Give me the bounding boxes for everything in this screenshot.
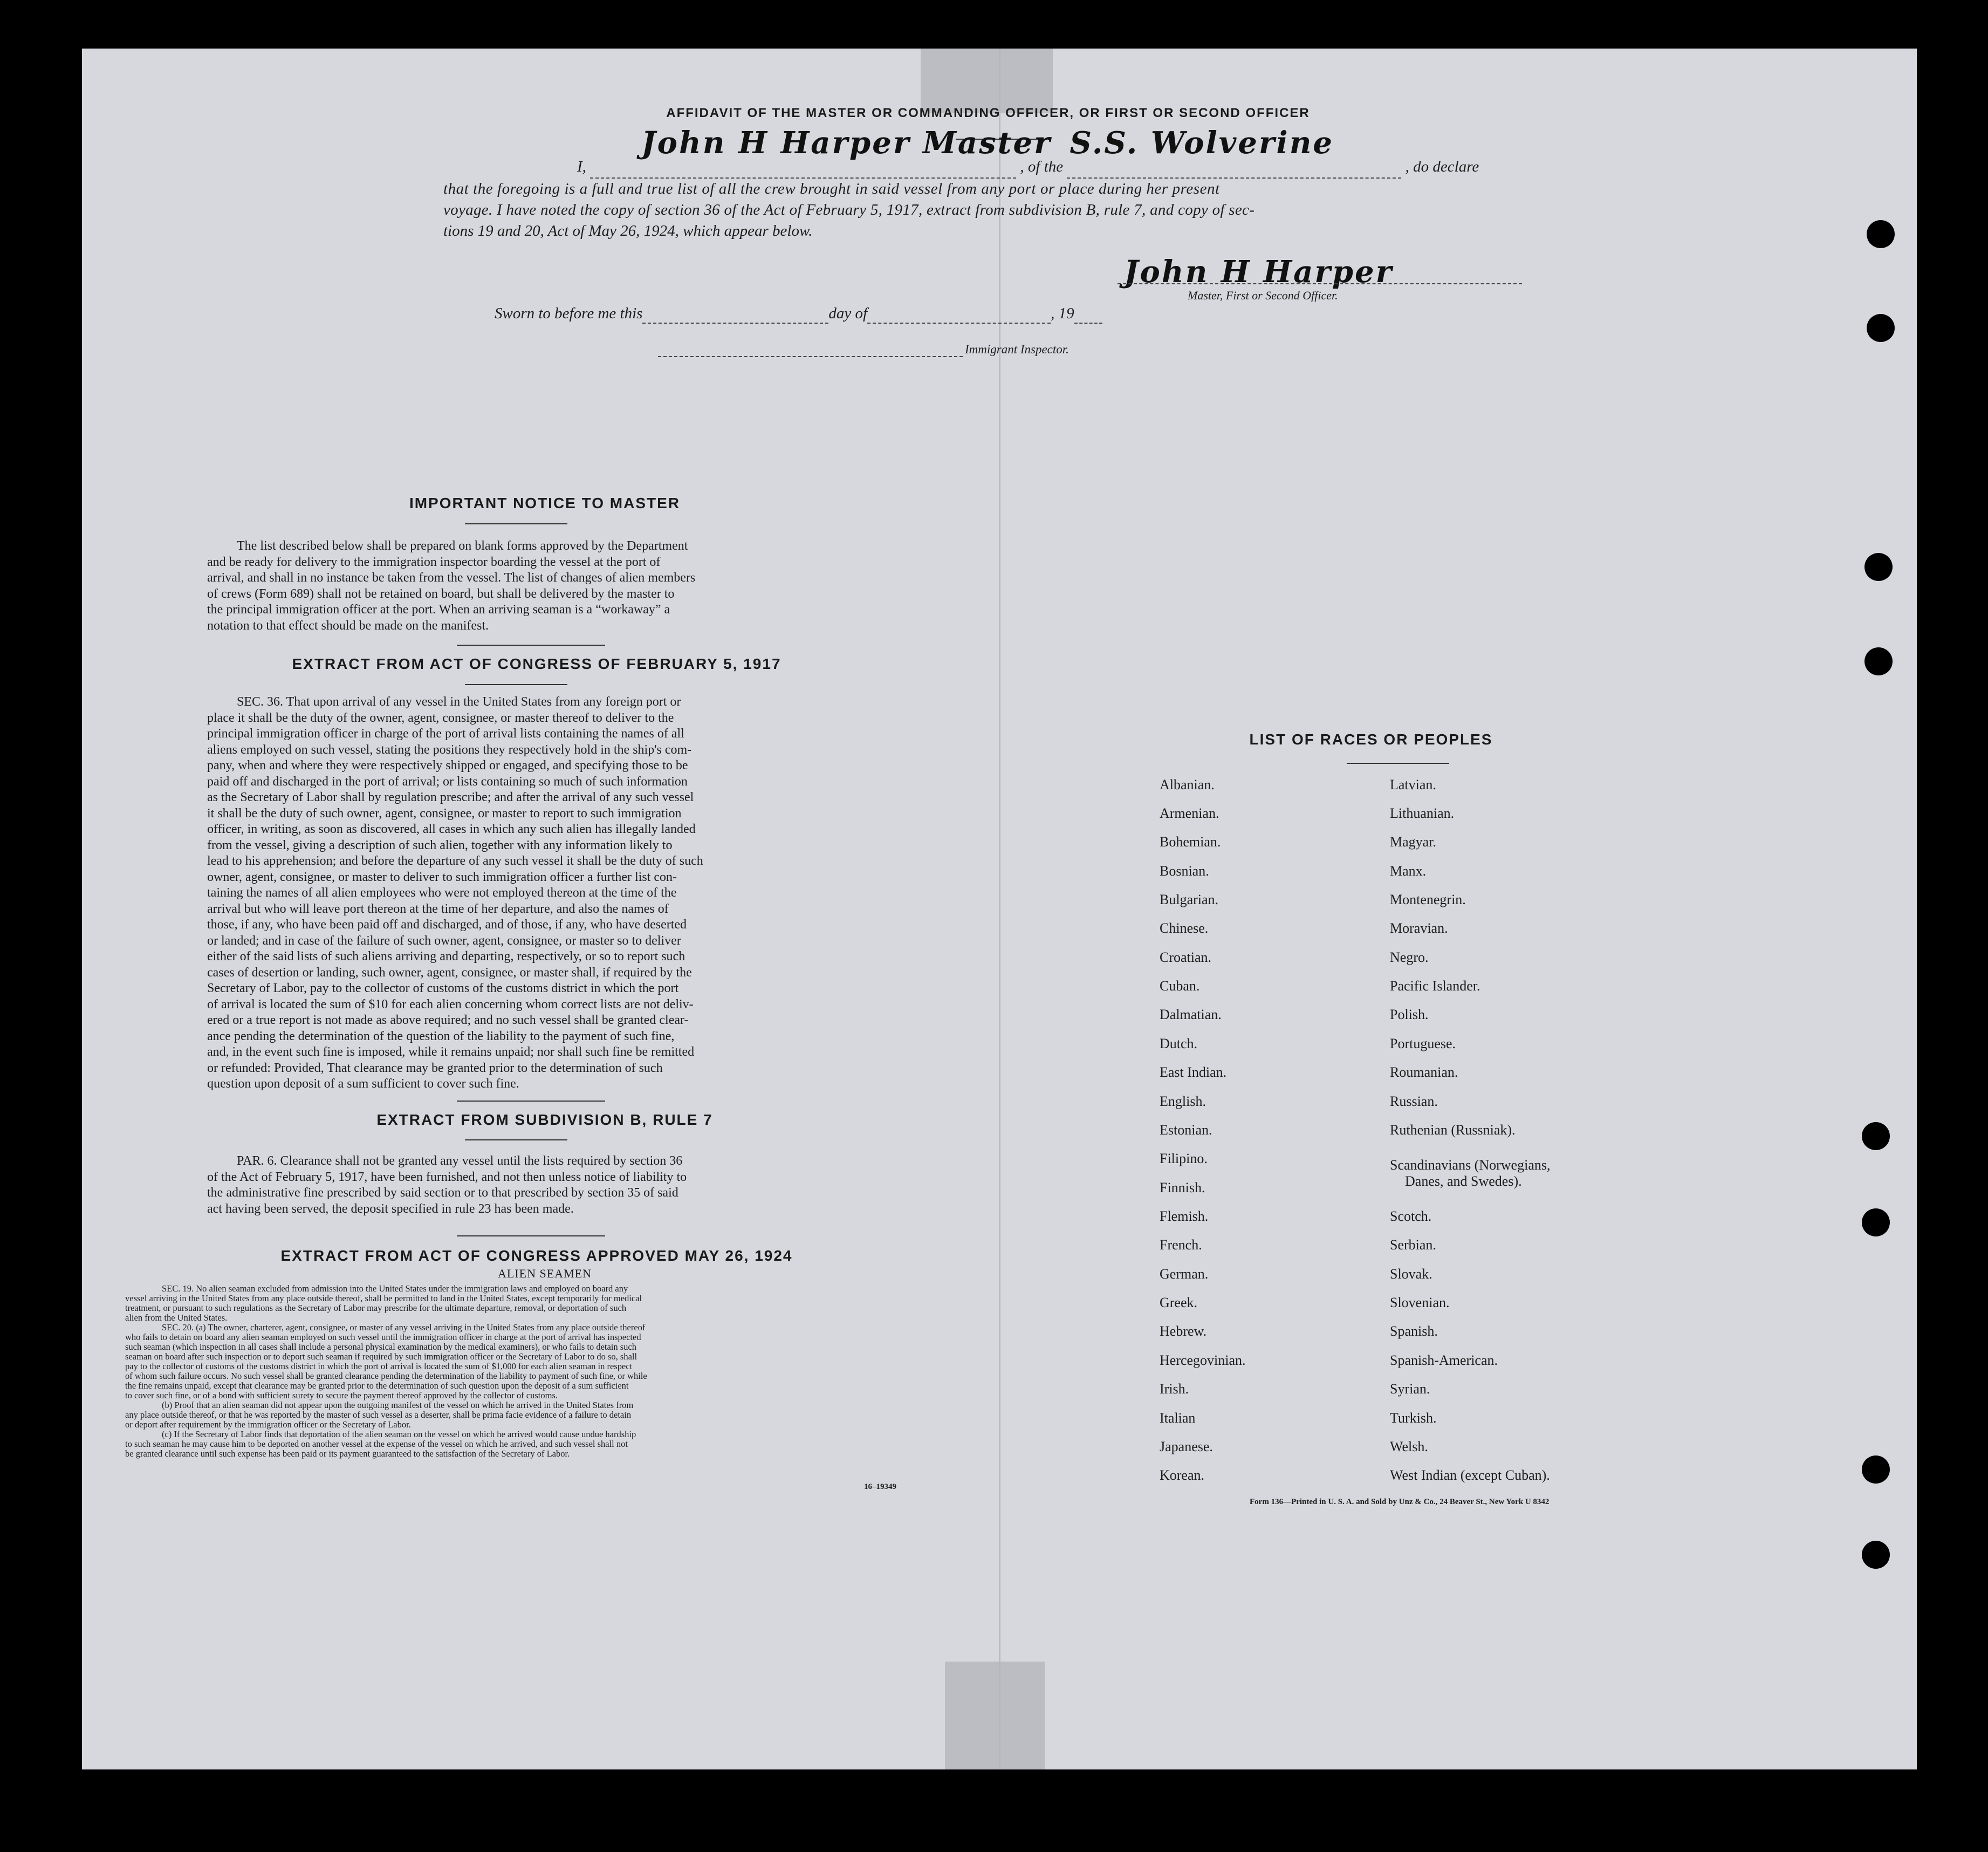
race-item: Filipino. — [1160, 1151, 1208, 1166]
sworn-line — [495, 305, 1102, 324]
binder-hole — [1864, 553, 1893, 581]
extract-1924-line: seaman on board after such inspection or to deport such seaman if required by such immigration officer or the Secretary of Labor to do so, shall — [125, 1351, 637, 1362]
binder-hole — [1862, 1208, 1890, 1236]
extract-1917-line: either of the said lists of such aliens arriving and departing, respectively, or so to report such — [207, 949, 685, 963]
race-item: Lithuanian. — [1390, 805, 1455, 821]
affidavit-title: AFFIDAVIT OF THE MASTER OR COMMANDING OFFICER, OR FIRST OR SECOND OFFICER — [666, 106, 1310, 120]
extract-1924-line: SEC. 20. (a) The owner, charterer, agent, consignee, or master of any vessel arriving in the United States from any place outside thereof — [162, 1322, 646, 1332]
extract-1924-line: any place outside thereof, or that he was reported by the master of such vessel as a deserter, shall be prima facie evidence of a failure to detain — [125, 1410, 632, 1420]
extract-1917-line: Secretary of Labor, pay to the collector of customs of the customs district in which the port — [207, 981, 679, 995]
rule-7-title: EXTRACT FROM SUBDIVISION B, RULE 7 — [376, 1111, 713, 1128]
binder-hole — [1867, 314, 1895, 342]
race-item: Montenegrin. — [1390, 892, 1466, 907]
notice-line: and be ready for delivery to the immigration inspector boarding the vessel at the port of — [207, 555, 661, 569]
extract-1924-line: treatment, or pursuant to such regulations as the Secretary of Labor may prescribe for the ultimate departure, removal, or deportation of such — [125, 1303, 627, 1313]
sworn-prefix: Sworn to before me this — [495, 305, 643, 322]
extract-1924-line: be granted clearance until such expense has been paid or its payment guaranteed to the satisfaction of the Secretary of Labor. — [125, 1448, 570, 1459]
extract-1917-line: aliens employed on such vessel, stating the positions they respectively hold in the ship's com- — [207, 742, 692, 757]
extract-1924-line: SEC. 19. No alien seaman excluded from admission into the United States under the immigration laws and employed on board any — [162, 1283, 628, 1294]
document-page — [82, 49, 1917, 1769]
race-item: Serbian. — [1390, 1237, 1436, 1253]
affidavit-line-1 — [443, 125, 1549, 179]
race-item: English. — [1160, 1094, 1206, 1109]
sworn-year-label: , 19 — [1051, 305, 1074, 322]
sworn-date-field[interactable] — [642, 305, 828, 324]
extract-1924-body — [125, 1284, 954, 1459]
rule-7-line: of the Act of February 5, 1917, have been furnished, and not then unless notice of liability to — [207, 1170, 687, 1184]
affidavit-line-3: voyage. I have noted the copy of section 36 of the Act of February 5, 1917, extract from subdivision B, rule 7, and copy of sec- — [443, 201, 1255, 218]
signature-caption: Master, First or Second Officer. — [1188, 289, 1338, 302]
extract-1917-line: it shall be the duty of such owner, agent, consignee, or master to report to such immigration — [207, 806, 682, 821]
signature-line — [1118, 283, 1522, 284]
race-item: Dutch. — [1160, 1036, 1198, 1051]
tape-top — [921, 49, 1053, 113]
extract-1917-rule — [465, 684, 567, 685]
race-item: Pacific Islander. — [1390, 978, 1480, 994]
notice-line: notation to that effect should be made on the manifest. — [207, 618, 489, 633]
notice-line: arrival, and shall in no instance be taken from the vessel. The list of changes of alien members — [207, 571, 696, 585]
race-item: Scandinavians (Norwegians, — [1390, 1157, 1551, 1173]
race-item: Scotch. — [1390, 1208, 1432, 1224]
extract-1924-line: alien from the United States. — [125, 1313, 228, 1323]
extract-1917-line: of arrival is located the sum of $10 for each alien concerning whom correct lists are not deliv- — [207, 997, 694, 1012]
race-item: Chinese. — [1160, 920, 1209, 936]
form-note: Form 136—Printed in U. S. A. and Sold by Unz & Co., 24 Beaver St., New York U 8342 — [1250, 1498, 1550, 1506]
extract-1924-line: to cover such fine, or of a bond with sufficient surety to secure the payment thereof approved by the collector of customs. — [125, 1390, 558, 1400]
race-item: East Indian. — [1160, 1064, 1227, 1080]
printer-code: 16–19349 — [864, 1482, 896, 1491]
race-item: Dalmatian. — [1160, 1007, 1222, 1022]
extract-1917-line: cases of desertion or landing, such owner, agent, consignee, or master shall, if required by the — [207, 965, 692, 980]
affidavit-line-2: that the foregoing is a full and true list of all the crew brought in said vessel from any port or place during her present — [443, 180, 1220, 197]
extract-1917-line: ance pending the determination of the question of the liability to the payment of such fine, — [207, 1029, 675, 1043]
race-item: Turkish. — [1390, 1410, 1437, 1426]
notice-line: the principal immigration officer at the port. When an arriving seaman is a “workaway” a — [207, 603, 670, 617]
rule-7-body — [207, 1153, 906, 1217]
race-item: Ruthenian (Russniak). — [1390, 1122, 1516, 1138]
binder-hole — [1864, 647, 1893, 675]
race-item: Polish. — [1390, 1007, 1429, 1022]
race-item: Roumanian. — [1390, 1064, 1458, 1080]
race-item: Slovenian. — [1390, 1295, 1450, 1310]
race-item: Hercegovinian. — [1160, 1352, 1246, 1368]
extract-1917-line: and, in the event such fine is imposed, while it remains unpaid; nor shall such fine be remitted — [207, 1045, 695, 1059]
inspector-caption: Immigrant Inspector. — [965, 343, 1069, 356]
section-rule — [457, 1235, 605, 1236]
race-item: Spanish. — [1390, 1323, 1438, 1339]
binder-hole — [1862, 1122, 1890, 1150]
extract-1924-title: EXTRACT FROM ACT OF CONGRESS APPROVED MAY 26, 1924 — [280, 1247, 793, 1264]
race-item: Armenian. — [1160, 805, 1219, 821]
race-item: Russian. — [1390, 1094, 1438, 1109]
extract-1917-line: paid off and discharged in the port of arrival; or lists containing so much of such information — [207, 774, 688, 789]
extract-1917-line: taining the names of all alien employees who were not employed thereon at the time of the — [207, 886, 677, 900]
race-item: Estonian. — [1160, 1122, 1212, 1138]
extract-1917-line: lead to his apprehension; and before the departure of any such vessel it shall be the duty of such — [207, 854, 703, 868]
rule-7-line: PAR. 6. Clearance shall not be granted any vessel until the lists required by section 36 — [237, 1154, 683, 1168]
vessel-name-field[interactable] — [1067, 125, 1401, 179]
extract-1917-line: or landed; and in case of the failure of such owner, agent, consignee, or master so to deliver — [207, 933, 681, 948]
extract-1917-line: from the vessel, giving a description of such alien, together with any information likely to — [207, 838, 673, 852]
extract-1917-line: place it shall be the duty of the owner, agent, consignee, or master thereof to deliver to the — [207, 710, 674, 725]
race-item: Moravian. — [1390, 920, 1448, 936]
extract-1924-line: (b) Proof that an alien seaman did not appear upon the outgoing manifest of the vessel on which he arrived in the United States from — [162, 1400, 634, 1410]
races-rule — [1347, 763, 1449, 764]
extract-1924-line: pay to the collector of customs of the customs district in which the port of arrival is located the sum of $1,000 for each alien seaman in respect — [125, 1361, 633, 1371]
race-item: Croatian. — [1160, 949, 1212, 965]
extract-1924-line: of whom such failure occurs. No such vessel shall be granted clearance pending the determination of the liability to payment of such fine, or while — [125, 1371, 647, 1381]
race-item: Albanian. — [1160, 777, 1215, 792]
binder-hole — [1867, 220, 1895, 248]
race-item: Italian — [1160, 1410, 1196, 1426]
of-the-label: , of the — [1020, 158, 1064, 175]
notice-title: IMPORTANT NOTICE TO MASTER — [409, 495, 681, 511]
race-item: Negro. — [1390, 949, 1429, 965]
extract-1924-line: such seaman (which inspection in all cases shall include a personal physical examination by the medical examiners), or who fails to detain such — [125, 1342, 637, 1352]
extract-1924-line: to such seaman he may cause him to be deported on another vessel at the expense of the vessel on which he arrived, and such vessel shall not — [125, 1439, 628, 1449]
sworn-month-field[interactable] — [867, 305, 1051, 324]
race-item: Japanese. — [1160, 1439, 1213, 1454]
inspector-line — [658, 343, 1069, 357]
extract-1917-line: SEC. 36. That upon arrival of any vessel in the United States from any foreign port or — [237, 695, 681, 709]
race-item: Bohemian. — [1160, 834, 1221, 850]
race-item: West Indian (except Cuban). — [1390, 1467, 1550, 1483]
extract-1917-line: those, if any, who have been paid off and discharged, and of those, if any, who have deserted — [207, 918, 687, 932]
master-name-handwriting: John H Harper Master — [641, 125, 1052, 161]
section-rule — [457, 645, 605, 646]
extract-1917-line: principal immigration officer in charge of the port of arrival lists containing the names of all — [207, 727, 684, 741]
race-item: Danes, and Swedes). — [1405, 1173, 1522, 1189]
rule-7-line: act having been served, the deposit specified in rule 23 has been made. — [207, 1201, 574, 1216]
extract-1924-line: (c) If the Secretary of Labor finds that deportation of the alien seaman on the vessel on which he arrived would cause undue hardship — [162, 1429, 636, 1439]
extract-1917-line: pany, when and where they were respectively shipped or engaged, and specifying those to be — [207, 758, 688, 773]
extract-1917-line: question upon deposit of a sum sufficient to cover such fine. — [207, 1077, 519, 1091]
extract-1924-line: or deport after requirement by the immigration officer or the Secretary of Labor. — [125, 1419, 411, 1430]
sworn-day-label: day of — [828, 305, 868, 322]
extract-1917-line: officer, in writing, as soon as discovered, all cases in which any such alien has illegally landed — [207, 822, 696, 836]
do-declare-label: , do declare — [1405, 158, 1479, 175]
race-item: Portuguese. — [1390, 1036, 1456, 1051]
race-item: Irish. — [1160, 1381, 1189, 1397]
extract-1917-line: ered or a true report is not made as above required; and no such vessel shall be granted clear- — [207, 1013, 689, 1027]
extract-1924-line: the fine remains unpaid, except that clearance may be granted prior to the determination of such question upon the deposit of a sum sufficient — [125, 1381, 629, 1391]
affidavit-line-4: tions 19 and 20, Act of May 26, 1924, which appear below. — [443, 222, 813, 240]
race-item: Latvian. — [1390, 777, 1436, 792]
race-item: Cuban. — [1160, 978, 1200, 994]
affidavit-declaration — [443, 125, 1549, 242]
race-item: Greek. — [1160, 1295, 1198, 1310]
extract-1917-body — [207, 694, 906, 1092]
extract-1924-subtitle: ALIEN SEAMEN — [498, 1267, 592, 1280]
extract-1924-line: who fails to detain on board any alien seaman employed on such vessel until the immigration officer in charge at the port of arrival has inspected — [125, 1332, 641, 1342]
binder-hole — [1862, 1455, 1890, 1484]
race-item: Magyar. — [1390, 834, 1436, 850]
signature-block — [1118, 254, 1527, 305]
rule-7-line: the administrative fine prescribed by said section or to that prescribed by section 35 of said — [207, 1186, 678, 1200]
race-item: Bosnian. — [1160, 863, 1209, 879]
extract-1917-line: or refunded: Provided, That clearance may be granted prior to the determination of such — [207, 1061, 663, 1075]
race-item: Korean. — [1160, 1467, 1205, 1483]
race-item: Hebrew. — [1160, 1323, 1207, 1339]
race-item: German. — [1160, 1266, 1209, 1282]
tape-bottom — [945, 1662, 1045, 1769]
rule-7-rule — [465, 1139, 567, 1140]
sworn-year-field[interactable] — [1074, 305, 1102, 324]
notice-line: of crews (Form 689) shall not be retained on board, but shall be delivered by the master to — [207, 586, 675, 601]
races-title: LIST OF RACES OR PEOPLES — [1249, 731, 1493, 748]
extract-1917-line: owner, agent, consignee, or master to deliver to such immigration officer a further list con- — [207, 870, 677, 884]
race-item: Welsh. — [1390, 1439, 1428, 1454]
race-item: Slovak. — [1390, 1266, 1432, 1282]
race-item: French. — [1160, 1237, 1202, 1253]
section-rule — [457, 1101, 605, 1102]
extract-1917-title: EXTRACT FROM ACT OF CONGRESS OF FEBRUARY 5, 1917 — [292, 655, 782, 672]
binder-hole — [1862, 1541, 1890, 1569]
race-item: Finnish. — [1160, 1180, 1205, 1195]
master-signature: John H Harper — [1124, 254, 1394, 290]
inspector-signature-field[interactable] — [658, 346, 963, 357]
race-item: Bulgarian. — [1160, 892, 1219, 907]
race-item: Manx. — [1390, 863, 1427, 879]
race-item: Syrian. — [1390, 1381, 1430, 1397]
extract-1924-line: vessel arriving in the United States from any place outside thereof, shall be permitted to land in the United States, except temporarily for medical — [125, 1293, 642, 1303]
affidavit-prefix: I, — [577, 158, 586, 175]
extract-1917-line: as the Secretary of Labor shall by regulation prescribe; and after the arrival of any such vessel — [207, 790, 694, 804]
extract-1917-line: arrival but who will leave port thereon at the time of her departure, and also the names of — [207, 901, 669, 916]
vessel-name-handwriting: S.S. Wolverine — [1070, 125, 1334, 161]
race-item: Flemish. — [1160, 1208, 1209, 1224]
notice-line: The list described below shall be prepared on blank forms approved by the Department — [237, 539, 688, 553]
race-item: Spanish-American. — [1390, 1352, 1498, 1368]
notice-body — [207, 538, 906, 634]
notice-rule — [465, 523, 567, 524]
